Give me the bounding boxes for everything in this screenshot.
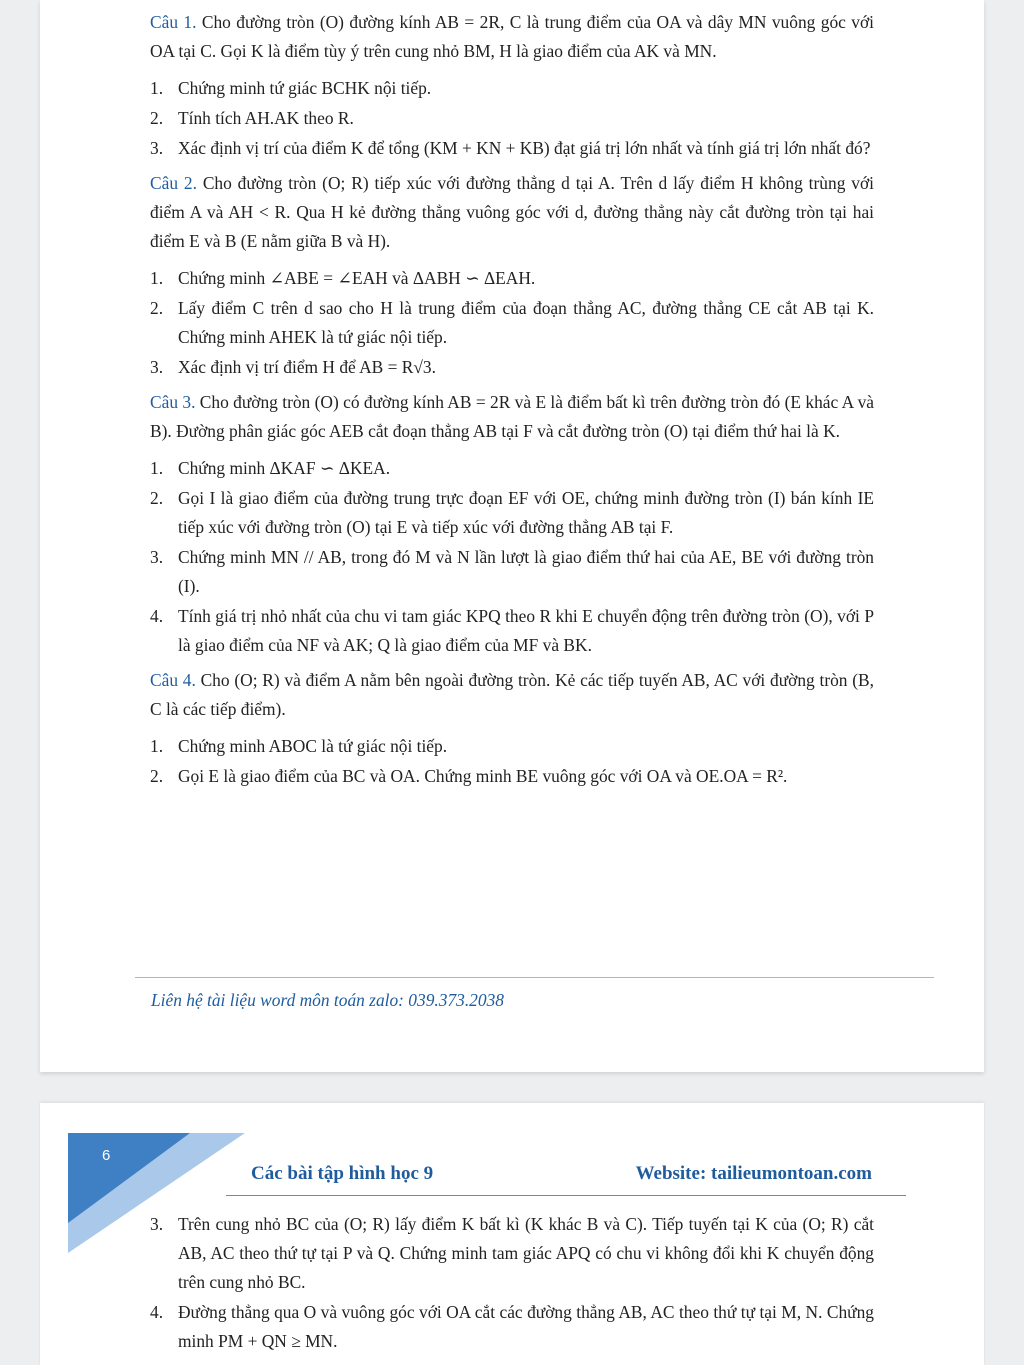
question-text: Cho đường tròn (O; R) tiếp xúc với đường thẳng d tại A. Trên d lấy điểm H không trùng với điểm A và AH < R. Qua H kẻ đường thẳng vuông góc với d, đường thẳng này cắt đường tròn tại hai điểm E và B (E nằm giữa B và H).: [150, 173, 874, 251]
item-text: Gọi I là giao điểm của đường trung trực đoạn EF với OE, chứng minh đường tròn (I) bán kính IE tiếp xúc với đường tròn (O) tại E và tiếp xúc với đường thẳng AB tại F.: [178, 488, 874, 537]
question-3-items: [150, 454, 874, 660]
list-item: [150, 762, 874, 791]
item-text: Chứng minh MN // AB, trong đó M và N lần lượt là giao điểm thứ hai của AE, BE với đường tròn (I).: [178, 547, 874, 596]
item-number: 3.: [150, 547, 164, 567]
item-number: 2.: [150, 298, 164, 318]
item-number: 1.: [150, 736, 164, 756]
document-page: [40, 0, 984, 1072]
item-number: 1.: [150, 268, 164, 288]
list-item: [150, 484, 874, 542]
item-number: 4.: [150, 606, 164, 626]
item-number: 3.: [150, 138, 164, 158]
question-4-items: [150, 732, 874, 791]
header-divider: [226, 1195, 906, 1196]
item-text: Chứng minh ∠ABE = ∠EAH và ΔABH ∽ ΔEAH.: [178, 268, 536, 288]
list-item: [150, 353, 874, 382]
item-number: 2.: [150, 488, 164, 508]
list-item: [150, 264, 874, 293]
header-title: Các bài tập hình học 9: [251, 1163, 434, 1184]
question-label: Câu 3.: [150, 392, 196, 412]
item-text: Tính tích AH.AK theo R.: [178, 108, 354, 128]
question-text: Cho đường tròn (O) có đường kính AB = 2R và E là điểm bất kì trên đường tròn đó (E khác A và B). Đường phân giác góc AEB cắt đoạn thẳng AB tại F và cắt đường tròn (O) tại điểm thứ hai là K.: [150, 392, 875, 441]
list-item: [150, 732, 874, 761]
item-number: 2.: [150, 108, 164, 128]
question-4: [150, 666, 874, 724]
page-content: [150, 6, 874, 797]
item-text: Xác định vị trí điểm H để AB = R√3.: [178, 357, 436, 377]
list-item: [150, 543, 874, 601]
list-item: [150, 454, 874, 483]
list-item: [150, 74, 874, 103]
item-text: Lấy điểm C trên d sao cho H là trung điểm của đoạn thẳng AC, đường thẳng CE cắt AB tại K. Chứng minh AHEK là tứ giác nội tiếp.: [178, 298, 874, 347]
item-number: 2.: [150, 766, 164, 786]
question-text: Cho (O; R) và điểm A nằm bên ngoài đường tròn. Kẻ các tiếp tuyến AB, AC với đường tròn (B, C là các tiếp điểm).: [150, 670, 874, 719]
item-number: 3.: [150, 1214, 164, 1234]
page-number: 6: [102, 1147, 111, 1164]
item-number: 4.: [150, 1302, 164, 1322]
item-text: Chứng minh ΔKAF ∽ ΔKEA.: [178, 458, 391, 478]
question-label: Câu 1.: [150, 12, 197, 32]
item-text: Trên cung nhỏ BC của (O; R) lấy điểm K bất kì (K khác B và C). Tiếp tuyến tại K của (O; R) cắt AB, AC theo thứ tự tại P và Q. Chứng minh tam giác APQ có chu vi không đổi khi K chuyển động trên cung nhỏ BC.: [178, 1214, 874, 1292]
continued-items: [150, 1210, 874, 1356]
list-item: [150, 1298, 874, 1356]
page-content: [150, 1210, 874, 1362]
list-item: [150, 294, 874, 352]
question-1: [150, 8, 874, 66]
item-number: 3.: [150, 357, 164, 377]
item-number: 1.: [150, 458, 164, 478]
question-label: Câu 4.: [150, 670, 196, 690]
footer-divider: [135, 977, 934, 978]
footer-contact: Liên hệ tài liệu word môn toán zalo: 039.373.2038: [151, 990, 504, 1010]
list-item: [150, 1210, 874, 1297]
item-number: 1.: [150, 78, 164, 98]
question-label: Câu 2.: [150, 173, 197, 193]
list-item: [150, 134, 874, 163]
header-website: Website: tailieumontoan.com: [635, 1163, 872, 1184]
question-1-items: [150, 74, 874, 163]
item-text: Gọi E là giao điểm của BC và OA. Chứng minh BE vuông góc với OA và OE.OA = R².: [178, 766, 788, 786]
item-text: Chứng minh ABOC là tứ giác nội tiếp.: [178, 736, 448, 756]
question-text: Cho đường tròn (O) đường kính AB = 2R, C là trung điểm của OA và dây MN vuông góc với OA tại C. Gọi K là điểm tùy ý trên cung nhỏ BM, H là giao điểm của AK và MN.: [150, 12, 874, 61]
list-item: [150, 104, 874, 133]
question-3: [150, 388, 874, 446]
item-text: Đường thẳng qua O và vuông góc với OA cắt các đường thẳng AB, AC theo thứ tự tại M, N. Chứng minh PM + QN ≥ MN.: [178, 1302, 874, 1351]
question-2: [150, 169, 874, 256]
list-item: [150, 602, 874, 660]
item-text: Chứng minh tứ giác BCHK nội tiếp.: [178, 78, 432, 98]
item-text: Xác định vị trí của điểm K để tổng (KM + KN + KB) đạt giá trị lớn nhất và tính giá trị lớn nhất đó?: [178, 138, 871, 158]
document-page-next: [40, 1103, 984, 1365]
question-2-items: [150, 264, 874, 382]
item-text: Tính giá trị nhỏ nhất của chu vi tam giác KPQ theo R khi E chuyển động trên đường tròn (O), với P là giao điểm của NF và AK; Q là giao điểm của MF và BK.: [178, 606, 874, 655]
